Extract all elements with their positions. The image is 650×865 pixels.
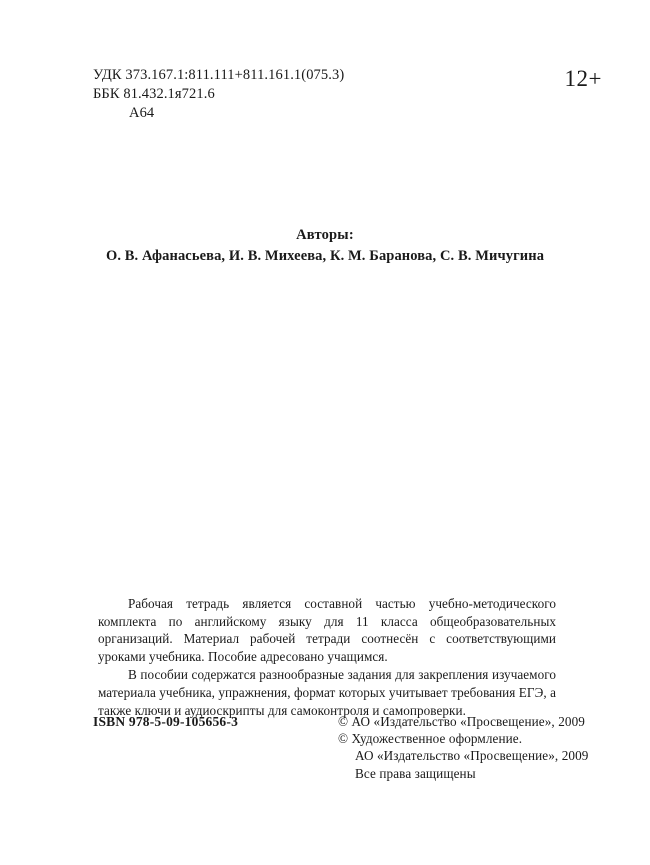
copyright-line-publisher: © АО «Издательство «Просвещение», 2009 [338, 714, 585, 729]
bbk-code: ББК 81.432.1я721.6 [93, 86, 215, 102]
copyright-line-design-publisher: АО «Издательство «Просвещение», 2009 [355, 748, 589, 764]
isbn-number: ISBN 978-5-09-105656-3 [93, 714, 239, 729]
authors-block [0, 226, 650, 265]
copyright-line-design: © Художественное оформление. [338, 731, 523, 747]
authors-heading: Авторы: [296, 227, 354, 243]
age-rating-mark: 12+ [564, 66, 602, 91]
authors-names: О. В. Афанасьева, И. В. Михеева, К. М. Баранова, С. В. Мичугина [105, 248, 545, 264]
annotation-paragraph-2: В пособии содержатся разнообразные задания для закрепления изучаемого материала учебника, упражнения, формат которых учитывает требования ЕГЭ, а также ключи и аудиоскрипты для самоконтроля и самопроверки. [98, 667, 556, 718]
udk-code: УДК 373.167.1:811.111+811.161.1(075.3) [93, 67, 345, 83]
classification-codes [93, 66, 344, 123]
annotation-block [98, 595, 556, 719]
author-sign-code: А64 [129, 105, 155, 121]
copyright-block [338, 713, 588, 782]
copyright-line-rights-reserved: Все права защищены [355, 765, 476, 781]
annotation-paragraph-1: Рабочая тетрадь является составной частью учебно-методического комплекта по английскому языку для 11 класса общеобразовательных организаций. Материал рабочей тетради соотнесён с соответствующими уроками учебника. Пособие адресовано учащимся. [98, 596, 556, 664]
